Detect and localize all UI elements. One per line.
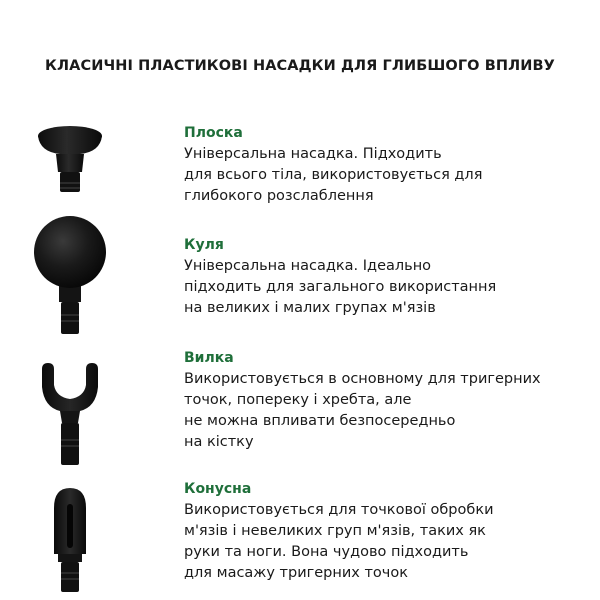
attachment-text bbox=[184, 349, 584, 453]
fork-head-icon bbox=[22, 363, 118, 473]
description-line: на великих і малих групах м'язів bbox=[184, 300, 436, 316]
description-line: не можна впливати безпосередньо bbox=[184, 413, 456, 429]
description-line: для всього тіла, використовується для bbox=[184, 167, 483, 183]
description-line: на кістку bbox=[184, 434, 254, 450]
attachment-text bbox=[184, 480, 584, 584]
description-line: руки та ноги. Вона чудово підходить bbox=[184, 544, 469, 560]
attachment-text bbox=[184, 124, 584, 207]
description-line: Використовується для точкової обробки bbox=[184, 502, 494, 518]
page-title: КЛАСИЧНІ ПЛАСТИКОВІ НАСАДКИ ДЛЯ ГЛИБШОГО ВПЛИВУ bbox=[45, 58, 555, 74]
description-line: точок, попереку і хребта, але bbox=[184, 392, 412, 408]
attachment-name: Куля bbox=[184, 237, 224, 253]
ball-head-icon bbox=[22, 214, 118, 324]
bullet-head-icon bbox=[22, 488, 118, 598]
description-line: Універсальна насадка. Ідеально bbox=[184, 258, 432, 274]
description-line: глибокого розслаблення bbox=[184, 188, 374, 204]
attachment-name: Плоска bbox=[184, 125, 243, 141]
description-line: Універсальна насадка. Підходить bbox=[184, 146, 442, 162]
description-line: для масажу тригерних точок bbox=[184, 565, 408, 581]
description-line: Використовується в основному для тригерних bbox=[184, 371, 541, 387]
description-line: м'язів і невеликих груп м'язів, таких як bbox=[184, 523, 486, 539]
attachment-name: Вилка bbox=[184, 350, 234, 366]
attachment-name: Конусна bbox=[184, 481, 252, 497]
description-line: підходить для загального використання bbox=[184, 279, 497, 295]
attachment-text bbox=[184, 236, 584, 319]
